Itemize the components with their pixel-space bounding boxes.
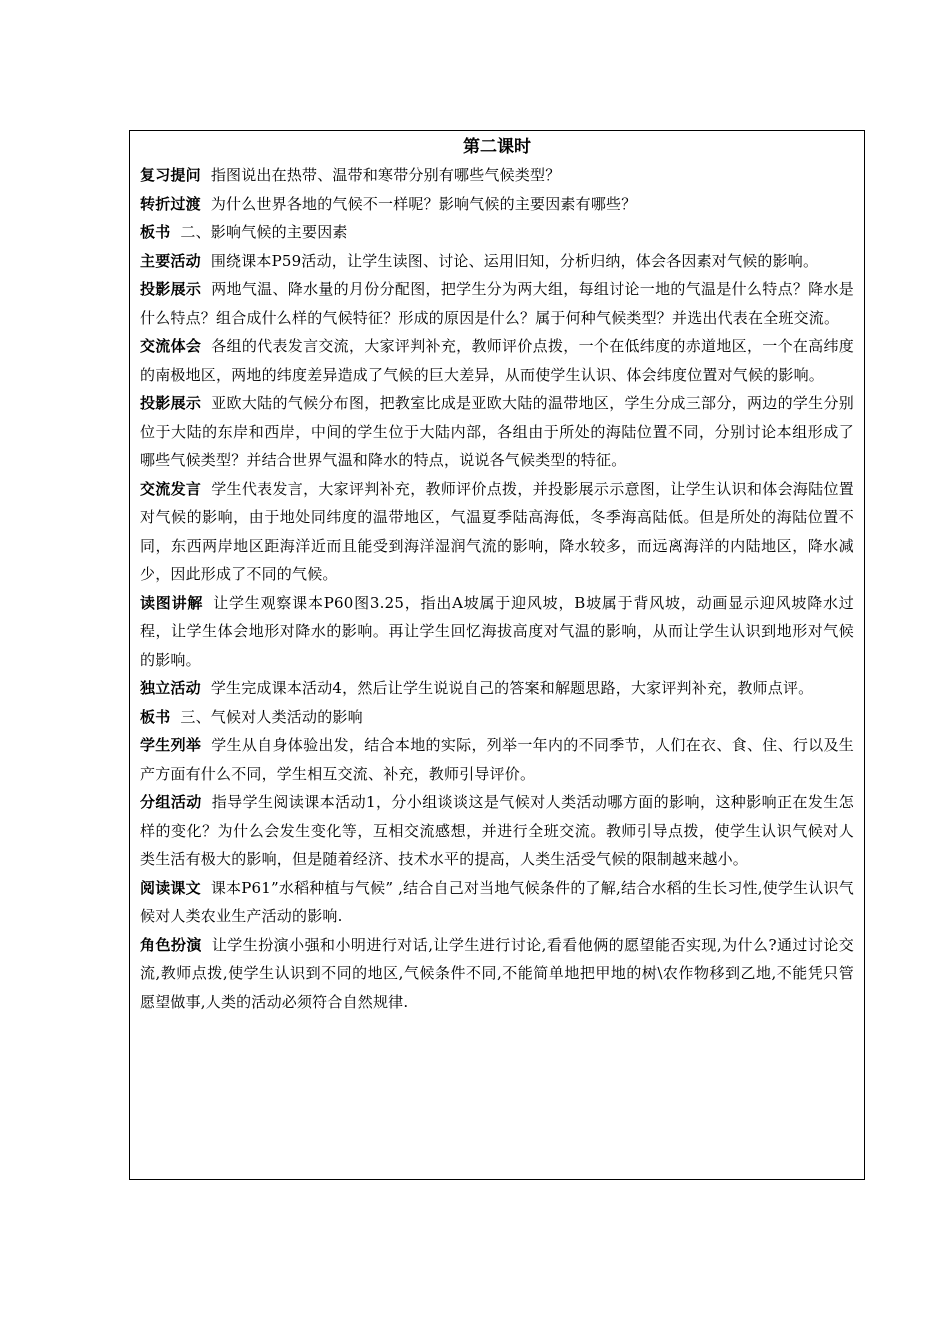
- paragraph-text: 亚欧大陆的气候分布图，把教室比成是亚欧大陆的温带地区，学生分成三部分，两边的学生分别位于大陆的东岸和西岸，中间的学生位于大陆内部，各组由于所处的海陆位置不同，分别讨论本组形成了哪些气候类型？并结合世界气温和降水的特点，说说各气候类型的特征。: [140, 394, 854, 469]
- paragraph-label: 主要活动: [140, 251, 201, 270]
- paragraph-label: 投影展示: [140, 280, 202, 298]
- paragraph-text: 指导学生阅读课本活动1，分小组谈谈这是气候对人类活动哪方面的影响，这种影响正在发生怎样的变化？为什么会发生变化等，互相交流感想，并进行全班交流。教师引导点拨，使学生认识气候对人类生活有极大的影响，但是随着经济、技术水平的提高，人类生活受气候的限制越来越小。: [140, 793, 854, 868]
- paragraph-review-question: [140, 161, 854, 190]
- paragraph-group-activity: [140, 788, 854, 874]
- paragraph-main-activity: [140, 247, 854, 276]
- paragraph-text: 两地气温、降水量的月份分配图，把学生分为两大组，每组讨论一地的气温是什么特点？降水是什么特点？组合成什么样的气候特征？形成的原因是什么？属于何种气候类型？并选出代表在全班交流。: [140, 280, 854, 327]
- paragraph-text: 学生完成课本活动4，然后让学生说说自己的答案和解题思路，大家评判补充，教师点评。: [210, 679, 814, 697]
- paragraph-student-examples: [140, 731, 854, 788]
- paragraph-transition: [140, 190, 854, 219]
- paragraph-label: 交流发言: [140, 479, 202, 498]
- paragraph-label: 交流体会: [140, 337, 202, 355]
- paragraph-text: 学生从自身体验出发，结合本地的实际，列举一年内的不同季节，人们在衣、食、住、行以及生产方面有什么不同，学生相互交流、补充，教师引导评价。: [140, 736, 854, 783]
- lesson-plan-box: [129, 130, 865, 1180]
- paragraph-independent-activity: [140, 674, 854, 703]
- paragraph-text: 各组的代表发言交流，大家评判补充，教师评价点拨，一个在低纬度的赤道地区，一个在高纬度的南极地区，两地的纬度差异造成了气候的巨大差异，从而使学生认识、体会纬度位置对气候的影响。: [140, 337, 854, 384]
- paragraph-reading-text: [140, 874, 854, 931]
- paragraph-label: 独立活动: [140, 679, 201, 697]
- paragraph-label: 学生列举: [140, 736, 202, 754]
- paragraph-text: 指图说出在热带、温带和寒带分别有哪些气候类型？: [210, 166, 561, 184]
- paragraph-blackboard-2: [140, 703, 854, 732]
- paragraph-map-reading: [140, 589, 854, 675]
- paragraph-text: 围绕课本P59活动，让学生读图、讨论、运用旧知，分析归纳，体会各因素对气候的影响。: [210, 251, 819, 270]
- paragraph-text: 三、气候对人类活动的影响: [180, 707, 363, 726]
- paragraph-projection-2: [140, 389, 854, 475]
- paragraph-projection-1: [140, 275, 854, 332]
- paragraph-text: 二、影响气候的主要因素: [180, 223, 348, 241]
- paragraph-role-play: [140, 931, 854, 1017]
- paragraph-label: 阅读课文: [140, 878, 201, 897]
- paragraph-text: 让学生观察课本P60图3.25，指出A坡属于迎风坡，B坡属于背风坡，动画显示迎风坡降水过程，让学生体会地形对降水的影响。再让学生回忆海拔高度对气温的影响，从而让学生认识到地形对气候的影响。: [140, 593, 854, 669]
- paragraph-exchange-experience: [140, 332, 854, 389]
- lesson-title: 第二课时: [463, 137, 531, 157]
- paragraph-label: 读图讲解: [140, 593, 204, 612]
- paragraph-exchange-speech: [140, 475, 854, 589]
- paragraph-label: 板书: [140, 223, 171, 241]
- paragraph-blackboard-1: [140, 218, 854, 247]
- paragraph-label: 复习提问: [140, 166, 201, 184]
- paragraph-label: 分组活动: [140, 793, 202, 811]
- paragraph-text: 课本P61”水稻种植与气候” ,结合自己对当地气候条件的了解,结合水稻的生长习性,使学生认识气候对人类农业生产活动的影响.: [140, 878, 854, 925]
- paragraph-label: 转折过渡: [140, 194, 201, 213]
- paragraph-text: 为什么世界各地的气候不一样呢？影响气候的主要因素有哪些？: [210, 194, 637, 213]
- paragraph-text: 让学生扮演小强和小明进行对话,让学生进行讨论,看看他俩的愿望能否实现,为什么?通过讨论交流,教师点拨,使学生认识到不同的地区,气候条件不同,不能简单地把甲地的树\农作物移到乙地,不能凭只管愿望做事,人类的活动必须符合自然规律.: [140, 935, 854, 1011]
- paragraph-label: 角色扮演: [140, 935, 202, 954]
- paragraph-text: 学生代表发言，大家评判补充，教师评价点拨，并投影展示示意图，让学生认识和体会海陆位置对气候的影响，由于地处同纬度的温带地区，气温夏季陆高海低，冬季海高陆低。但是所处的海陆位置不同，东西两岸地区距海洋近而且能受到海洋湿润气流的影响，降水较多，而远离海洋的内陆地区，降水减少，因此形成了不同的气候。: [140, 479, 854, 583]
- paragraph-label: 板书: [140, 707, 171, 726]
- paragraph-label: 投影展示: [140, 394, 202, 412]
